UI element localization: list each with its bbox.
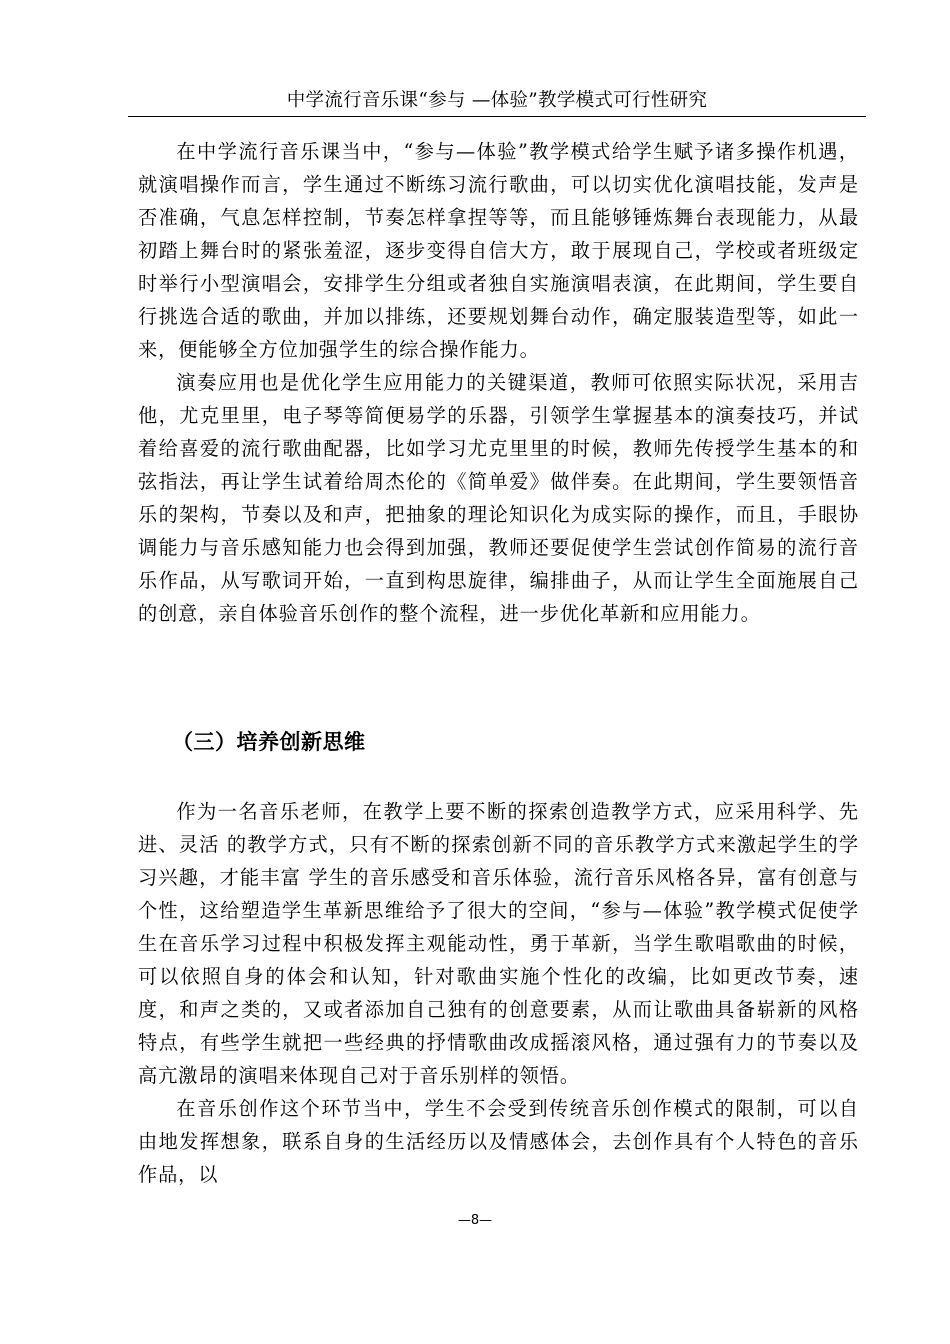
paragraph: 在中学流行音乐课当中，“参与—体验”教学模式给学生赋予诸多操作机遇，就演唱操作而言，学生通过不断练习流行歌曲，可以切实优化演唱技能，发声是否准确，气息怎样控制，节奏怎样拿捏等等，而且能够锤炼舞台表现能力，从最初踏上舞台时的紧张羞涩，逐步变得自信大方，敢于展现自己，学校或者班级定时举行小型演唱会，安排学生分组或者独自实施演唱表演，在此期间，学生要自行挑选合适的歌曲，并加以排练，还要规划舞台动作，确定服装造型等，如此一来，便能够全方位加强学生的综合操作能力。 — [138, 140, 859, 361]
page-number: —8— — [457, 1213, 493, 1228]
paragraph: 作为一名音乐老师，在教学上要不断的探索创造教学方式，应采用科学、先进、灵活 的教学方式，只有不断的探索创新不同的音乐教学方式来激起学生的学习兴趣，才能丰富 学生的音乐感受和音乐体验，流行音乐风格各异，富有创意与个性，这给塑造学生革新思维给予了很大的空间，“参与—体验”教学模式促使学生在音乐学习过程中积极发挥主观能动性，勇于革新，当学生歌唱歌曲的时候，可以依照自身的体会和认知，针对歌曲实施个性化的改编，比如更改节奏，速度，和声之类的，又或者添加自己独有的创意要素，从而让歌曲具备崭新的风格特点，有些学生就把一些经典的抒情歌曲改成摇滚风格，通过强有力的节奏以及高亢激昂的演唱来体现自己对于音乐别样的领悟。 — [138, 800, 859, 1087]
body-text-top — [138, 135, 859, 630]
body-text-bottom — [138, 795, 859, 1191]
header-title: 中学流行音乐课“参与 —体验”教学模式可行性研究 — [286, 90, 708, 111]
section-heading: （三）培养创新思维 — [172, 730, 366, 754]
paragraph: 在音乐创作这个环节当中，学生不会受到传统音乐创作模式的限制，可以自由地发挥想象，联系自身的生活经历以及情感体会，去创作具有个人特色的音乐作品，以 — [138, 1097, 859, 1186]
running-header — [128, 86, 866, 117]
paragraph: 演奏应用也是优化学生应用能力的关键渠道，教师可依照实际状况，采用吉他，尤克里里，电子琴等简便易学的乐器，引领学生掌握基本的演奏技巧，并试着给喜爱的流行歌曲配器，比如学习尤克里里的时候，教师先传授学生基本的和弦指法，再让学生试着给周杰伦的《简单爱》做伴奏。在此期间，学生要领悟音乐的架构，节奏以及和声，把抽象的理论知识化为成实际的操作，而且，手眼协调能力与音乐感知能力也会得到加强，教师还要促使学生尝试创作简易的流行音乐作品，从写歌词开始，一直到构思旋律，编排曲子，从而让学生全面施展自己的创意，亲自体验音乐创作的整个流程，进一步优化革新和应用能力。 — [138, 371, 859, 625]
